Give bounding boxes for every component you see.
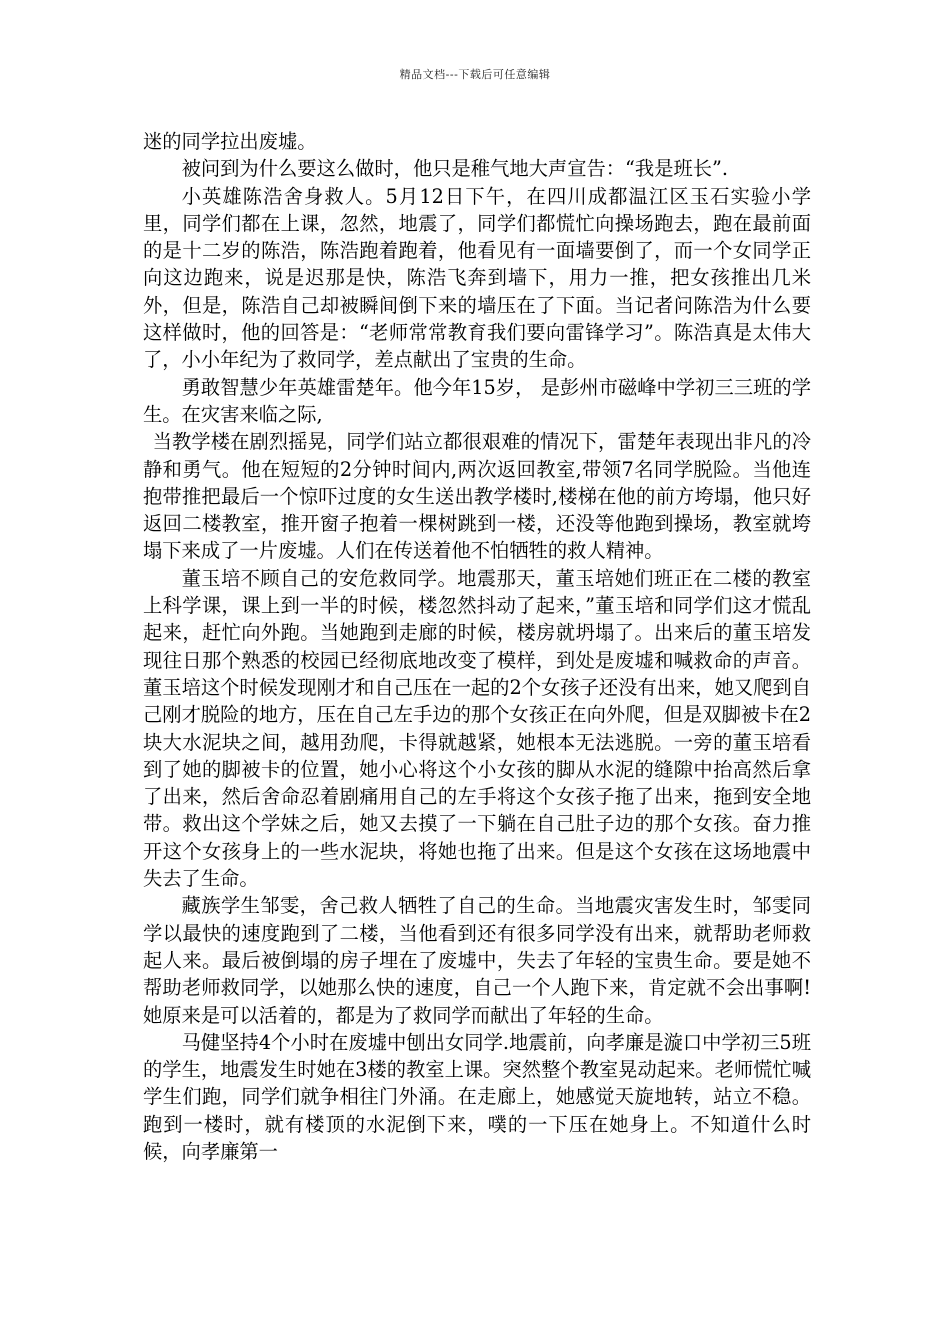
- paragraph-2: 被问到为什么要这么做时，他只是稚气地大声宣告：“我是班长”.: [181, 157, 729, 181]
- paragraph-7: 藏族学生邹雯，舍己救人牺牲了自己的生命。当地震灾害发生时，邹雯同学以最快的速度跑到了二楼，当他看到还有很多同学没有出来，就帮助老师救起人来。最后被倒塌的房子埋在了废墟中，失去了年轻的宝贵生命。要是她不帮助老师救同学，以她那么快的速度，自己一个人跑下来，肯定就不会出事啊!她原来是可以活着的，都是为了救同学而献出了年轻的生命。: [143, 894, 811, 1027]
- page-header: 精品文档---下载后可任意编辑: [399, 68, 551, 81]
- paragraph-4: 勇敢智慧少年英雄雷楚年。他今年15岁， 是彭州市磁峰中学初三三班的学生。在灾害来临之际,: [143, 375, 811, 426]
- paragraph-6: 董玉培不顾自己的安危救同学。地震那天，董玉培她们班正在二楼的教室上科学课，课上到一半的时候，楼忽然抖动了起来，”董玉培和同学们这才慌乱起来，赶忙向外跑。当她跑到走廊的时候，楼房就坍塌了。出来后的董玉培发现往日那个熟悉的校园已经彻底地改变了模样，到处是废墟和喊救命的声音。董玉培这个时候发现刚才和自己压在一起的2个女孩子还没有出来，她又爬到自己刚才脱险的地方，压在自己左手边的那个女孩正在向外爬，但是双脚被卡在2块大水泥块之间，越用劲爬，卡得就越紧，她根本无法逃脱。一旁的董玉培看到了她的脚被卡的位置，她小心将这个小女孩的脚从水泥的缝隙中抬高然后拿了出来，然后舍命忍着剧痛用自己的左手将这个女孩子拖了出来，拖到安全地带。救出这个学妹之后，她又去摸了一下躺在自己肚子边的那个女孩。奋力推开这个女孩身上的一些水泥块，将她也拖了出来。但是这个女孩在这场地震中失去了生命。: [143, 566, 811, 891]
- paragraph-8: 马健坚持4个小时在废墟中刨出女同学.地震前，向孝廉是漩口中学初三5班的学生，地震发生时她在3楼的教室上课。突然整个教室晃动起来。老师慌忙喊学生们跑，同学们就争相往门外涌。在走廊上，她感觉天旋地转，站立不稳。跑到一楼时，就有楼顶的水泥倒下来，噗的一下压在她身上。不知道什么时候，向孝廉第一: [143, 1030, 811, 1163]
- paragraph-1: 迷的同学拉出废墟。: [143, 130, 317, 153]
- paragraph-5: 当教学楼在剧烈摇晃，同学们站立都很艰难的情况下，雷楚年表现出非凡的冷静和勇气。他在短短的2分钟时间内,两次返回教室,带领7名同学脱险。当他连抱带推把最后一个惊吓过度的女生送出教学楼时,楼梯在他的前方垮塌，他只好返回二楼教室，推开窗子抱着一棵树跳到一楼，还没等他跑到操场，教室就垮塌下来成了一片废墟。人们在传送着他不怕牺牲的救人精神。: [143, 430, 811, 563]
- paragraph-3: 小英雄陈浩舍身救人。5月12日下午，在四川成都温江区玉石实验小学里，同学们都在上课，忽然，地震了，同学们都慌忙向操场跑去，跑在最前面的是十二岁的陈浩，陈浩跑着跑着，他看见有一面墙要倒了，而一个女同学正向这边跑来，说是迟那是快，陈浩飞奔到墙下，用力一推，把女孩推出几米外，但是，陈浩自己却被瞬间倒下来的墙压在了下面。当记者问陈浩为什么要这样做时，他的回答是：“老师常常教育我们要向雷锋学习”。陈浩真是太伟大了，小小年纪为了救同学，差点献出了宝贵的生命。: [143, 184, 811, 372]
- document-body: [143, 128, 811, 1165]
